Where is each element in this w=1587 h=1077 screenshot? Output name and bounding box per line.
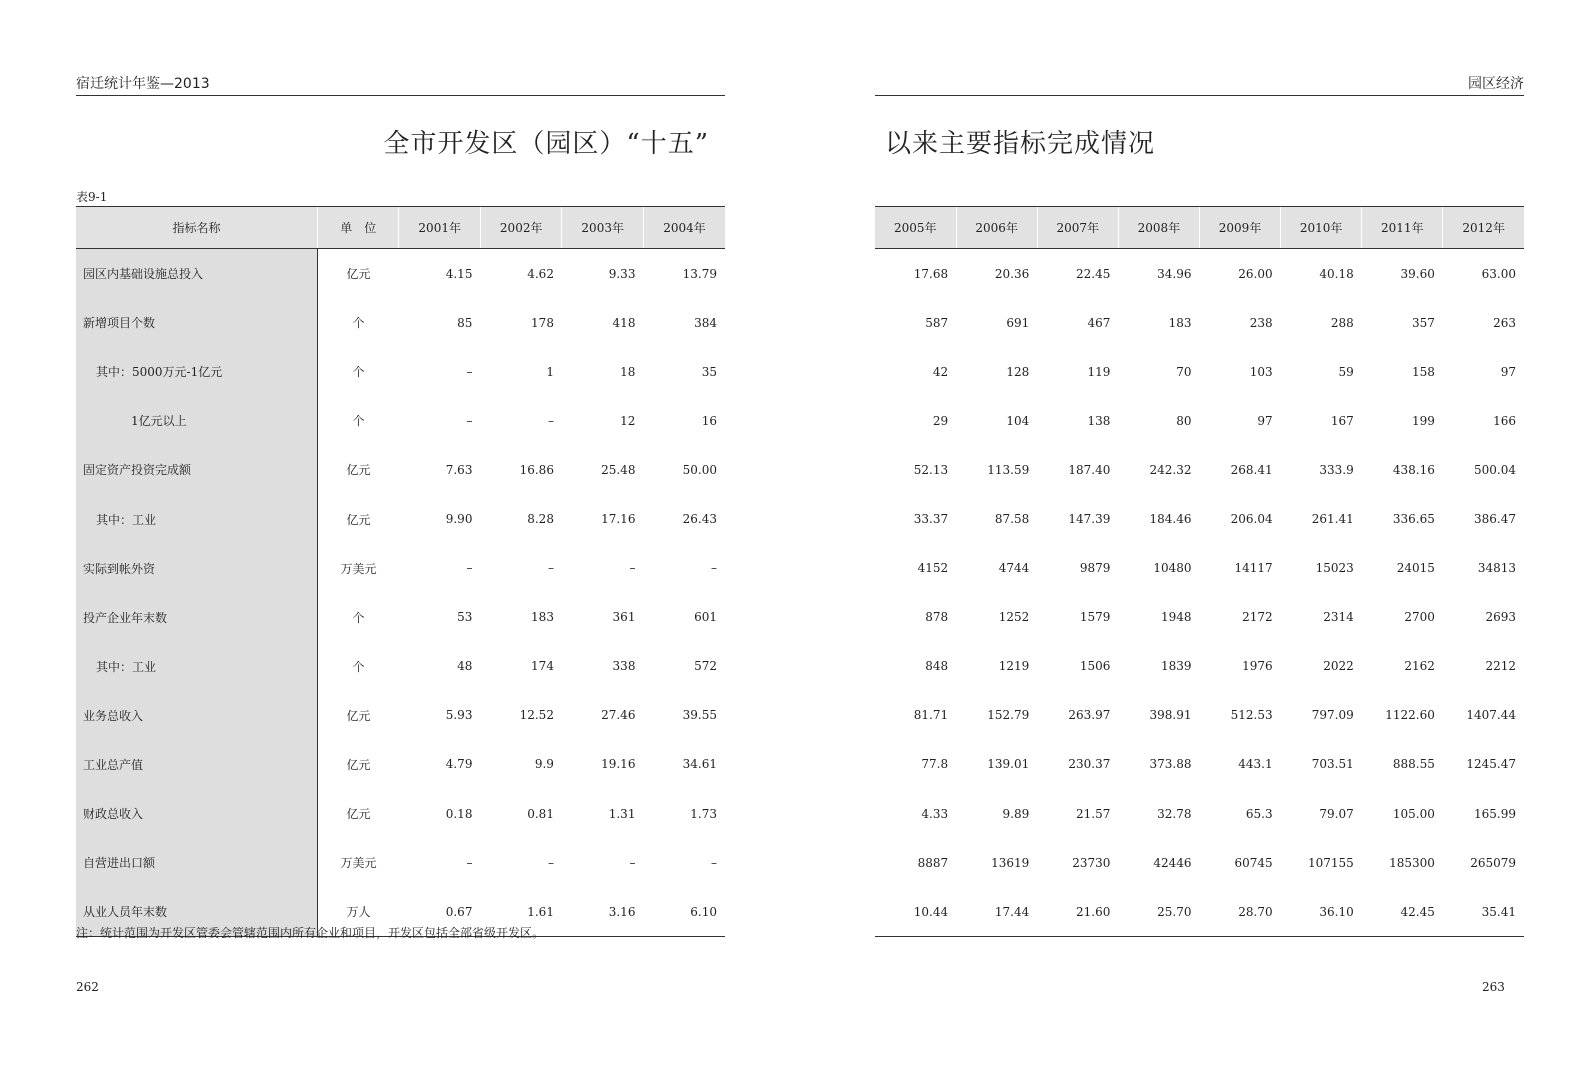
value-cell: 80	[1176, 413, 1192, 428]
value-cell: 22.45	[1076, 266, 1111, 281]
table-header-row	[875, 207, 1524, 249]
value-cell: 70	[1176, 364, 1192, 379]
value-cell: 16.86	[519, 462, 554, 477]
value-cell: 1252	[998, 610, 1030, 625]
value-cell: 20.36	[994, 266, 1030, 281]
header-year: 2011年	[1362, 207, 1443, 249]
table-row	[76, 838, 725, 887]
value-cell: 183	[1168, 315, 1192, 330]
value-cell: 0.67	[399, 887, 481, 937]
value-cell: –	[466, 561, 473, 576]
header-year: 2009年	[1200, 207, 1281, 249]
value-cell: 152.79	[987, 708, 1030, 723]
table-row	[76, 445, 725, 494]
table-header-row	[76, 207, 725, 249]
running-head: 园区经济	[875, 73, 1524, 96]
value-cell: –	[466, 855, 473, 870]
value-cell: 178	[531, 315, 554, 330]
value-cell: 2162	[1404, 659, 1435, 674]
value-cell: 1.61	[480, 887, 562, 937]
value-cell: 1948	[1160, 610, 1192, 625]
value-cell: 691	[1006, 315, 1030, 330]
indicator-unit: 万美元	[340, 856, 377, 871]
indicator-name: 其中：5000万元-1亿元	[76, 347, 317, 396]
value-cell: 187.40	[1068, 462, 1111, 477]
value-cell: 1579	[1079, 610, 1111, 625]
indicator-name: 其中：工业	[76, 494, 317, 543]
table-title-part2: 以来主要指标完成情况	[885, 129, 1156, 159]
value-cell: 288	[1330, 315, 1354, 330]
indicator-unit: 个	[352, 365, 365, 380]
value-cell: –	[547, 561, 554, 576]
value-cell: 42446	[1153, 855, 1192, 870]
value-cell: 34.96	[1157, 266, 1192, 281]
value-cell: 336.65	[1392, 512, 1435, 527]
value-cell: 14117	[1234, 561, 1273, 576]
indicator-name: 从业人员年末数	[76, 887, 317, 937]
header-indicator-name: 指标名称	[76, 207, 317, 249]
value-cell: 79.07	[1319, 806, 1354, 821]
value-cell: 35	[701, 364, 717, 379]
value-cell: 97	[1500, 364, 1516, 379]
value-cell: 26.43	[682, 512, 717, 527]
value-cell: –	[711, 855, 717, 870]
indicator-unit: 个	[352, 610, 365, 625]
value-cell: 2022	[1323, 659, 1354, 674]
table-row	[875, 593, 1524, 642]
indicator-table-right	[875, 206, 1524, 937]
value-cell: 8.28	[527, 512, 554, 527]
value-cell: 4.33	[921, 806, 949, 821]
right-page	[794, 0, 1587, 1077]
value-cell: 1976	[1242, 659, 1273, 674]
value-cell: 166	[1493, 413, 1516, 428]
table-row	[875, 445, 1524, 494]
value-cell: 6.10	[643, 887, 725, 937]
value-cell: 165.99	[1474, 806, 1516, 821]
value-cell: 17.16	[601, 512, 636, 527]
table-row	[76, 298, 725, 347]
value-cell: 13619	[991, 855, 1030, 870]
value-cell: 0.81	[527, 806, 554, 821]
value-cell: 36.10	[1281, 887, 1362, 937]
value-cell: 263.97	[1068, 708, 1111, 723]
indicator-name: 实际到帐外资	[76, 544, 317, 593]
indicator-unit: 万人	[317, 887, 399, 937]
value-cell: 18	[620, 364, 636, 379]
value-cell: 42	[932, 364, 949, 379]
value-cell: 23730	[1072, 855, 1111, 870]
indicator-unit: 亿元	[346, 463, 371, 478]
value-cell: 15023	[1315, 561, 1354, 576]
value-cell: 60745	[1234, 855, 1273, 870]
indicator-unit: 亿元	[346, 512, 371, 527]
value-cell: 107155	[1307, 855, 1354, 870]
value-cell: 333.9	[1319, 462, 1354, 477]
value-cell: 105.00	[1392, 806, 1435, 821]
value-cell: 512.53	[1230, 708, 1273, 723]
value-cell: 2693	[1485, 610, 1516, 625]
value-cell: 2172	[1242, 610, 1273, 625]
value-cell: 39.55	[682, 708, 717, 723]
value-cell: 13.79	[682, 266, 717, 281]
value-cell: 9.89	[1002, 806, 1030, 821]
value-cell: 2700	[1404, 610, 1435, 625]
table-row	[76, 396, 725, 445]
value-cell: 29	[932, 413, 949, 428]
value-cell: 206.04	[1230, 512, 1273, 527]
value-cell: –	[466, 364, 473, 379]
value-cell: 65.3	[1245, 806, 1273, 821]
value-cell: 158	[1411, 364, 1435, 379]
indicator-unit: 亿元	[346, 708, 371, 723]
value-cell: 888.55	[1392, 757, 1435, 772]
value-cell: 77.8	[921, 757, 949, 772]
page-number: 263	[1482, 980, 1505, 994]
value-cell: 119	[1087, 364, 1111, 379]
table-row	[875, 494, 1524, 543]
value-cell: 48	[457, 659, 473, 674]
indicator-name: 其中：工业	[76, 642, 317, 691]
value-cell: 7.63	[445, 462, 473, 477]
value-cell: 703.51	[1311, 757, 1354, 772]
value-cell: 10.44	[875, 887, 956, 937]
value-cell: 17.44	[956, 887, 1037, 937]
value-cell: 12.52	[519, 708, 554, 723]
header-year: 2007年	[1037, 207, 1118, 249]
value-cell: 797.09	[1311, 708, 1354, 723]
value-cell: 1506	[1079, 659, 1111, 674]
value-cell: 230.37	[1068, 757, 1111, 772]
indicator-name: 新增项目个数	[76, 298, 317, 347]
header-year: 2012年	[1443, 207, 1524, 249]
value-cell: 386.47	[1474, 512, 1516, 527]
value-cell: 81.71	[913, 708, 949, 723]
value-cell: 338	[612, 659, 636, 674]
value-cell: 587	[925, 315, 949, 330]
value-cell: 467	[1087, 315, 1111, 330]
value-cell: 138	[1087, 413, 1111, 428]
table-row	[875, 838, 1524, 887]
indicator-name: 工业总产值	[76, 740, 317, 789]
value-cell: –	[466, 413, 473, 428]
value-cell: 263	[1493, 315, 1516, 330]
table-row	[875, 396, 1524, 445]
value-cell: 40.18	[1319, 266, 1354, 281]
value-cell: 184.46	[1149, 512, 1192, 527]
value-cell: 848	[925, 659, 949, 674]
header-year: 2001年	[399, 207, 481, 249]
value-cell: 357	[1411, 315, 1435, 330]
value-cell: –	[711, 561, 717, 576]
value-cell: 1219	[998, 659, 1030, 674]
table-row	[76, 642, 725, 691]
header-year: 2002年	[480, 207, 562, 249]
indicator-name: 园区内基础设施总投入	[76, 249, 317, 299]
table-row	[875, 298, 1524, 347]
value-cell: 21.60	[1037, 887, 1118, 937]
value-cell: 1839	[1160, 659, 1192, 674]
value-cell: 113.59	[987, 462, 1030, 477]
value-cell: 25.70	[1118, 887, 1199, 937]
value-cell: 34813	[1477, 561, 1516, 576]
indicator-unit: 个	[352, 659, 365, 674]
value-cell: 16	[701, 413, 717, 428]
value-cell: 27.46	[601, 708, 636, 723]
value-cell: 398.91	[1149, 708, 1192, 723]
header-year: 2006年	[956, 207, 1037, 249]
value-cell: 265079	[1470, 855, 1516, 870]
value-cell: 438.16	[1392, 462, 1435, 477]
header-year: 2004年	[643, 207, 725, 249]
value-cell: 199	[1411, 413, 1435, 428]
value-cell: 9.33	[608, 266, 636, 281]
indicator-unit: 个	[352, 316, 365, 331]
header-year: 2010年	[1281, 207, 1362, 249]
value-cell: 8887	[917, 855, 949, 870]
value-cell: 50.00	[682, 462, 717, 477]
value-cell: 139.01	[987, 757, 1030, 772]
value-cell: 85	[457, 315, 473, 330]
value-cell: 4744	[998, 561, 1030, 576]
indicator-name: 自营进出口额	[76, 838, 317, 887]
table-row	[875, 740, 1524, 789]
value-cell: 261.41	[1311, 512, 1354, 527]
value-cell: 128	[1006, 364, 1030, 379]
value-cell: –	[547, 413, 554, 428]
value-cell: 19.16	[601, 757, 636, 772]
indicator-name: 1亿元以上	[76, 396, 317, 445]
table-row	[875, 642, 1524, 691]
table-number: 表9-1	[76, 190, 108, 204]
table-row	[76, 347, 725, 396]
value-cell: 4152	[917, 561, 949, 576]
value-cell: 9.9	[534, 757, 554, 772]
table-title-part1: 全市开发区（园区）“十五”	[383, 129, 709, 159]
value-cell: 53	[457, 610, 473, 625]
value-cell: 59	[1338, 364, 1354, 379]
indicator-unit: 万美元	[340, 561, 377, 576]
value-cell: 39.60	[1400, 266, 1435, 281]
indicator-name: 业务总收入	[76, 691, 317, 740]
value-cell: 32.78	[1157, 806, 1192, 821]
indicator-name: 财政总收入	[76, 789, 317, 838]
value-cell: 52.13	[913, 462, 949, 477]
value-cell: 384	[694, 315, 717, 330]
table-row	[76, 740, 725, 789]
indicator-name: 投产企业年末数	[76, 593, 317, 642]
running-head: 宿迁统计年鉴—2013	[76, 73, 725, 96]
value-cell: 373.88	[1149, 757, 1192, 772]
value-cell: 9879	[1079, 561, 1111, 576]
value-cell: 0.18	[445, 806, 473, 821]
value-cell: 1122.60	[1385, 708, 1435, 723]
value-cell: 2212	[1485, 659, 1516, 674]
value-cell: 35.41	[1443, 887, 1524, 937]
value-cell: 87.58	[994, 512, 1030, 527]
value-cell: 147.39	[1068, 512, 1111, 527]
value-cell: 17.68	[913, 266, 949, 281]
indicator-unit: 个	[352, 414, 365, 429]
indicator-unit: 亿元	[346, 267, 371, 282]
value-cell: 103	[1249, 364, 1273, 379]
value-cell: 3.16	[562, 887, 644, 937]
value-cell: 601	[694, 610, 717, 625]
value-cell: 42.45	[1362, 887, 1443, 937]
value-cell: 4.79	[445, 757, 473, 772]
value-cell: 2314	[1323, 610, 1354, 625]
header-year: 2008年	[1118, 207, 1199, 249]
value-cell: 34.61	[682, 757, 717, 772]
value-cell: 242.32	[1149, 462, 1192, 477]
value-cell: 1245.47	[1466, 757, 1516, 772]
value-cell: 12	[620, 413, 636, 428]
table-row	[875, 789, 1524, 838]
value-cell: 185300	[1389, 855, 1435, 870]
value-cell: 26.00	[1238, 266, 1273, 281]
indicator-unit: 亿元	[346, 757, 371, 772]
table-row	[76, 494, 725, 543]
header-unit: 单 位	[317, 207, 399, 249]
value-cell: 268.41	[1230, 462, 1273, 477]
value-cell: 25.48	[601, 462, 636, 477]
table-row	[875, 544, 1524, 593]
value-cell: 24015	[1396, 561, 1435, 576]
value-cell: 1.73	[690, 806, 717, 821]
value-cell: –	[629, 855, 636, 870]
table-row	[76, 593, 725, 642]
value-cell: 418	[612, 315, 636, 330]
value-cell: 1.31	[608, 806, 636, 821]
indicator-table-left	[76, 206, 725, 937]
table-row	[875, 249, 1524, 299]
value-cell: 183	[531, 610, 554, 625]
table-row	[76, 249, 725, 299]
value-cell: 5.93	[445, 708, 473, 723]
table-row	[875, 691, 1524, 740]
table-row	[76, 789, 725, 838]
value-cell: 4.62	[527, 266, 554, 281]
value-cell: 28.70	[1200, 887, 1281, 937]
header-year: 2003年	[562, 207, 644, 249]
value-cell: 572	[694, 659, 717, 674]
value-cell: 174	[531, 659, 554, 674]
value-cell: 167	[1330, 413, 1354, 428]
value-cell: 500.04	[1474, 462, 1516, 477]
value-cell: –	[547, 855, 554, 870]
value-cell: 878	[925, 610, 949, 625]
indicator-unit: 亿元	[346, 807, 371, 822]
value-cell: 10480	[1153, 561, 1192, 576]
value-cell: 361	[612, 610, 636, 625]
value-cell: –	[629, 561, 636, 576]
value-cell: 63.00	[1481, 266, 1516, 281]
value-cell: 443.1	[1238, 757, 1273, 772]
value-cell: 97	[1257, 413, 1273, 428]
table-row	[875, 887, 1524, 937]
value-cell: 33.37	[913, 512, 949, 527]
value-cell: 9.90	[445, 512, 473, 527]
left-page	[0, 0, 793, 1077]
value-cell: 238	[1249, 315, 1273, 330]
table-row	[76, 691, 725, 740]
table-row	[875, 347, 1524, 396]
table-note: 注：统计范围为开发区管委会管辖范围内所有企业和项目，开发区包括全部省级开发区。	[76, 926, 545, 940]
value-cell: 104	[1006, 413, 1030, 428]
value-cell: 4.15	[445, 266, 473, 281]
value-cell: 1407.44	[1466, 708, 1516, 723]
page-number: 262	[76, 980, 99, 994]
value-cell: 21.57	[1076, 806, 1111, 821]
header-year: 2005年	[875, 207, 956, 249]
indicator-name: 固定资产投资完成额	[76, 445, 317, 494]
table-row	[76, 544, 725, 593]
value-cell: 1	[546, 364, 554, 379]
